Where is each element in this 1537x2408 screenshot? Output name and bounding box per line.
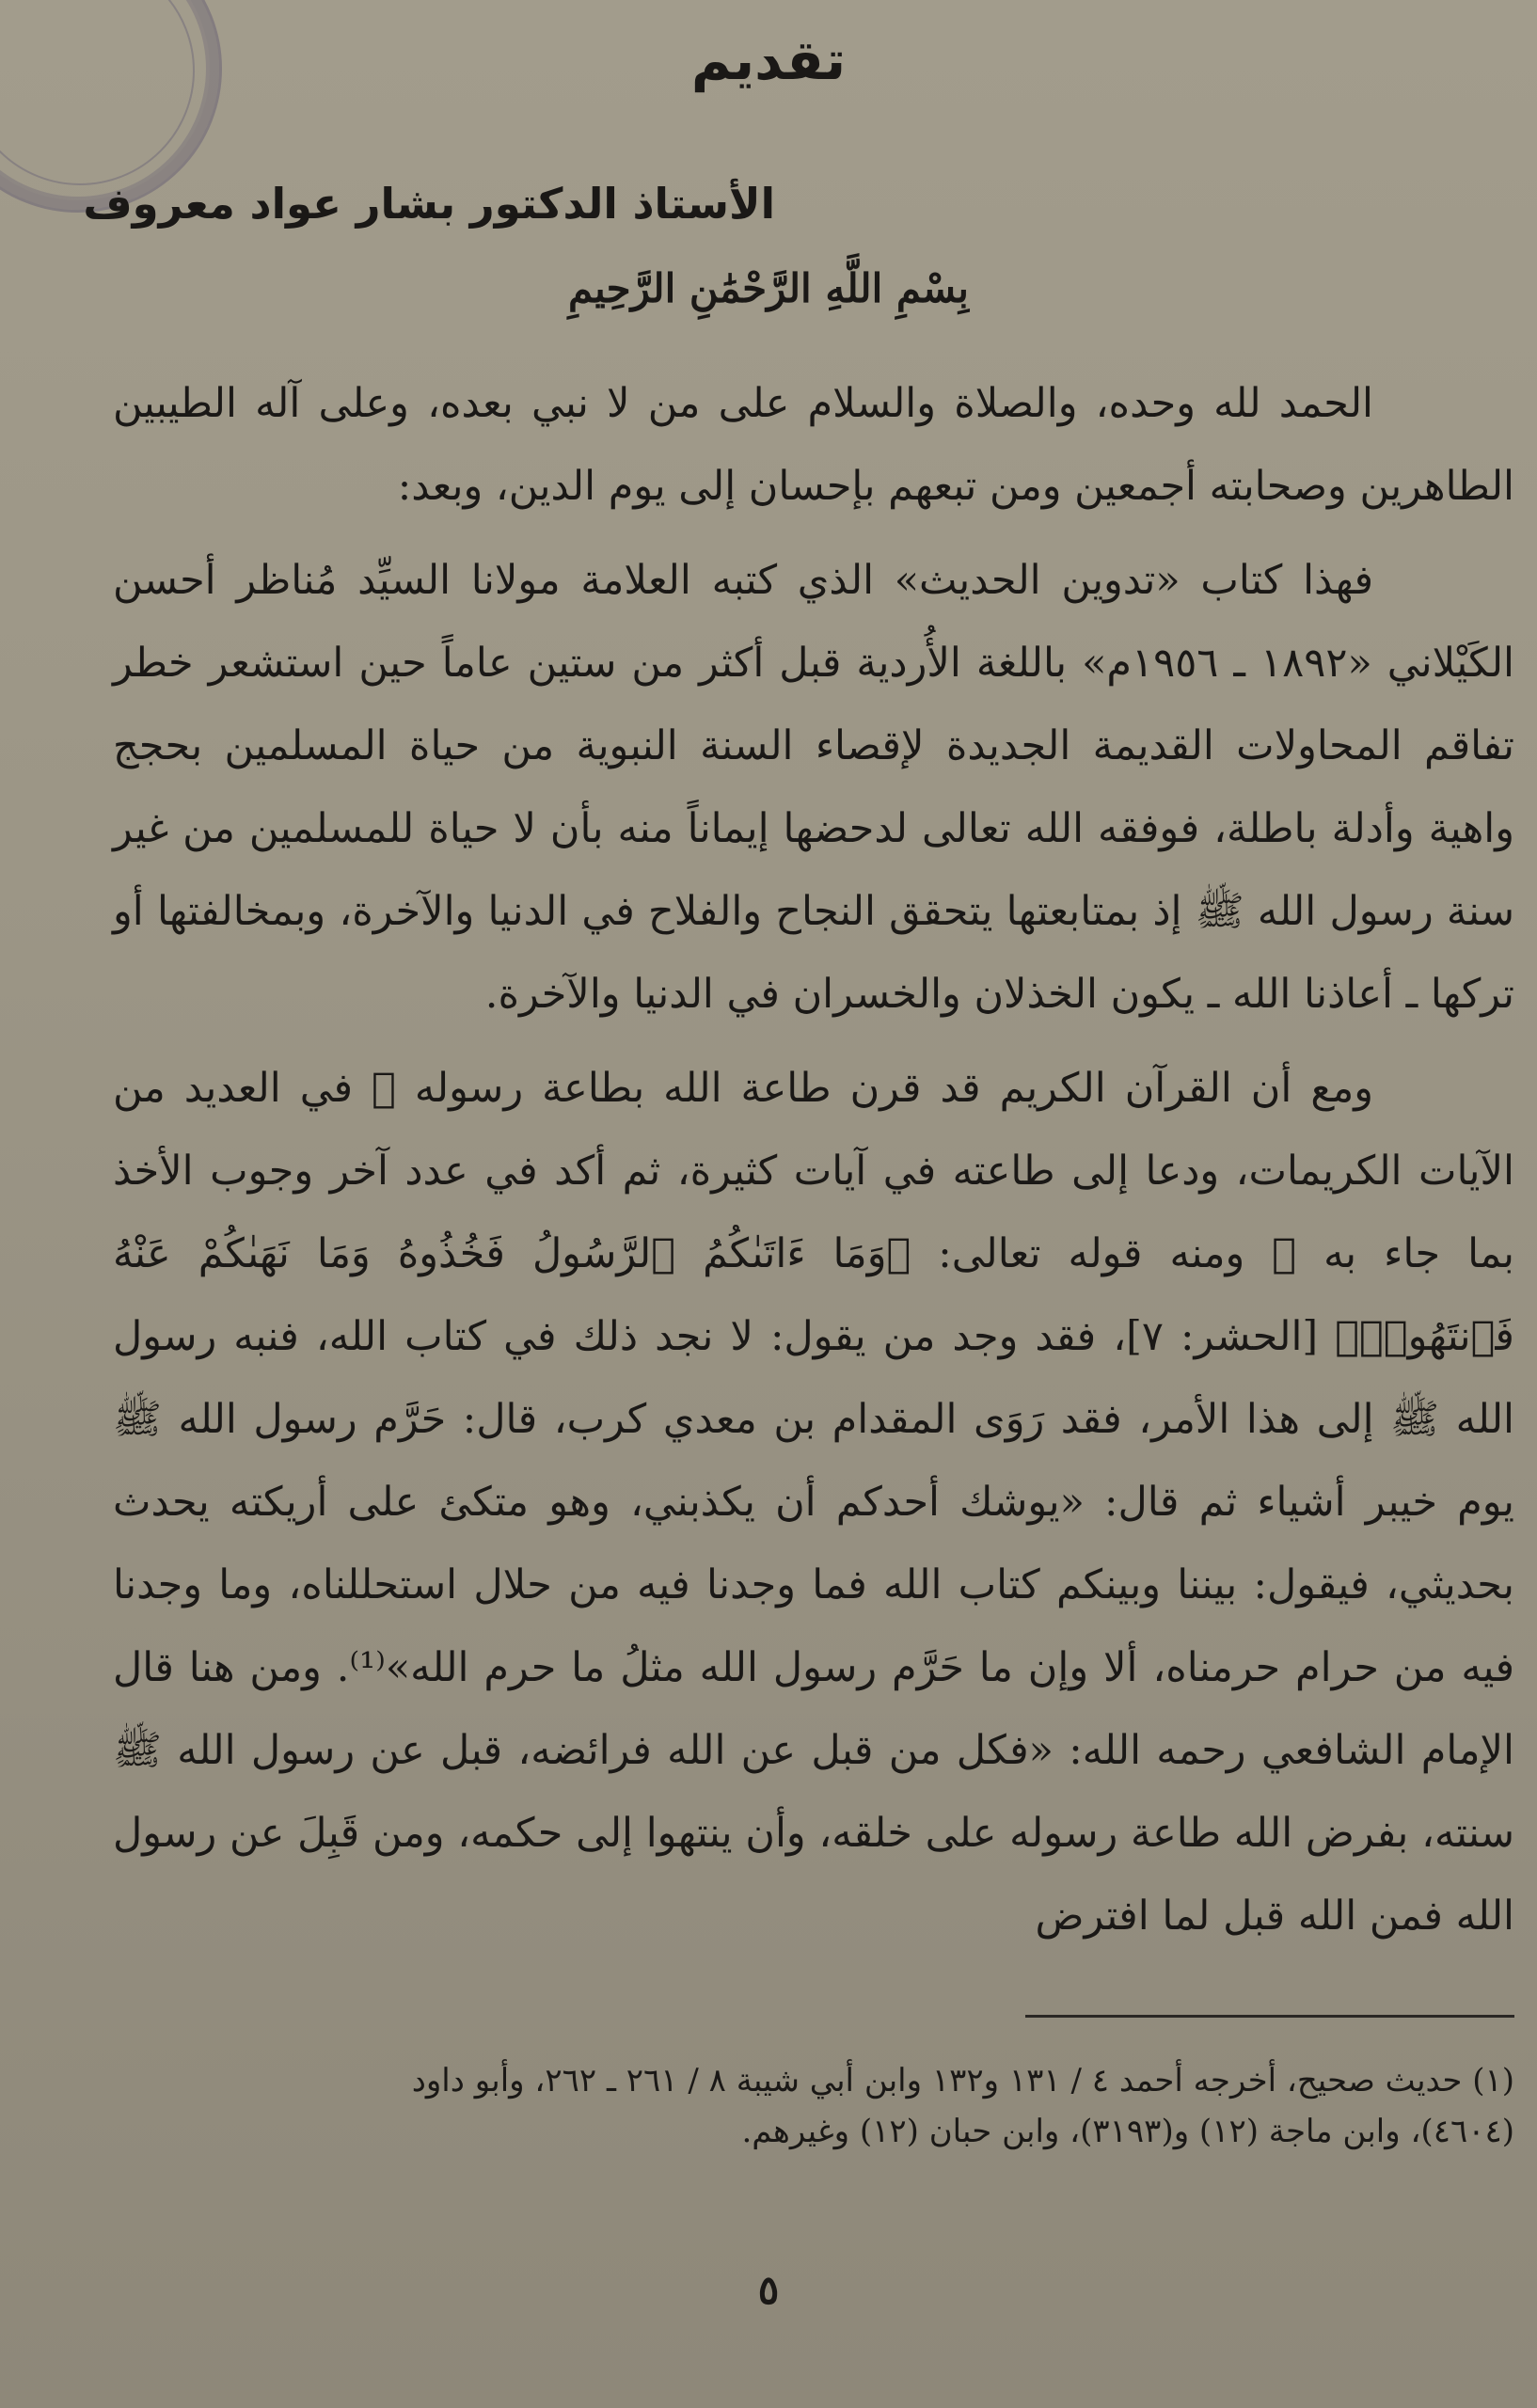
footnote-line: (١) حديث صحيح، أخرجه أحمد ٤ / ١٣١ و١٣٢ وابن أبي شيبة ٨ / ٢٦١ ـ ٢٦٢، وأبو داود [411, 2062, 1514, 2099]
body-text [113, 362, 1514, 1957]
footnote-separator [1025, 2015, 1514, 2018]
footnote-line: (٤٦٠٤)، وابن ماجة (١٢) و(٣١٩٣)، وابن حبان (١٢) وغيرهم. [741, 2113, 1514, 2150]
paragraph: الحمد لله وحده، والصلاة والسلام على من لا نبي بعده، وعلى آله الطيبين الطاهرين وصحابته أجمعين ومن تبعهم بإحسان إلى يوم الدين، وبعد: [113, 380, 1514, 510]
page-number: ٥ [757, 2267, 780, 2313]
page-title: تقديم [690, 28, 847, 92]
author-name: الأستاذ الدكتور بشار عواد معروف [83, 179, 775, 229]
footnote [113, 2055, 1514, 2157]
basmala: بِسْمِ اللَّهِ الرَّحْمَٰنِ الرَّحِيمِ [568, 265, 969, 311]
paragraph: ومع أن القرآن الكريم قد قرن طاعة الله بطاعة رسوله ﷺ في العديد من الآيات الكريمات، ودعا إلى طاعته في آيات كثيرة، ثم أكد في عدد آخر وجوب الأخذ بما جاء به ﷺ ومنه قوله تعالى: ﴿وَمَا ءَاتَىٰكُمُ ٱلرَّسُولُ فَخُذُوهُ وَمَا نَهَىٰكُمْ عَنْهُ فَٱنتَهُوا۟﴾ [الحشر: ٧]، فقد وجد من يقول: لا نجد ذلك في كتاب الله، فنبه رسول الله ﷺ إلى هذا الأمر، فقد رَوَى المقدام بن معدي كرب، قال: حَرَّم رسول الله ﷺ يوم خيبر أشياء ثم قال: «يوشك أحدكم أن يكذبني، وهو متكئ على أريكته يحدث بحديثي، فيقول: بيننا وبينكم كتاب الله فما وجدنا فيه من حلال استحللناه، وما وجدنا فيه من حرام حرمناه، ألا وإن ما حَرَّم رسول الله مثلُ ما حرم الله»⁽¹⁾. ومن هنا قال الإمام الشافعي رحمه الله: «فكل من قبل عن الله فرائضه، قبل عن رسول الله ﷺ سنته، بفرض الله طاعة رسوله على خلقه، وأن ينتهوا إلى حكمه، ومن قَبِلَ عن رسول الله فمن الله قبل لما افترض [113, 1065, 1514, 1940]
paragraph: فهذا كتاب «تدوين الحديث» الذي كتبه العلامة مولانا السيِّد مُناظر أحسن الكَيْلاني «١٨٩٢ ـ ١٩٥٦م» باللغة الأُردية قبل أكثر من ستين عاماً حين استشعر خطر تفاقم المحاولات القديمة الجديدة لإقصاء السنة النبوية من حياة المسلمين بحجج واهية وأدلة باطلة، فوفقه الله تعالى لدحضها إيماناً منه بأن لا حياة للمسلمين من غير سنة رسول الله ﷺ إذ بمتابعتها يتحقق النجاح والفلاح في الدنيا والآخرة، وبمخالفتها أو تركها ـ أعاذنا الله ـ يكون الخذلان والخسران في الدنيا والآخرة. [113, 557, 1515, 1018]
